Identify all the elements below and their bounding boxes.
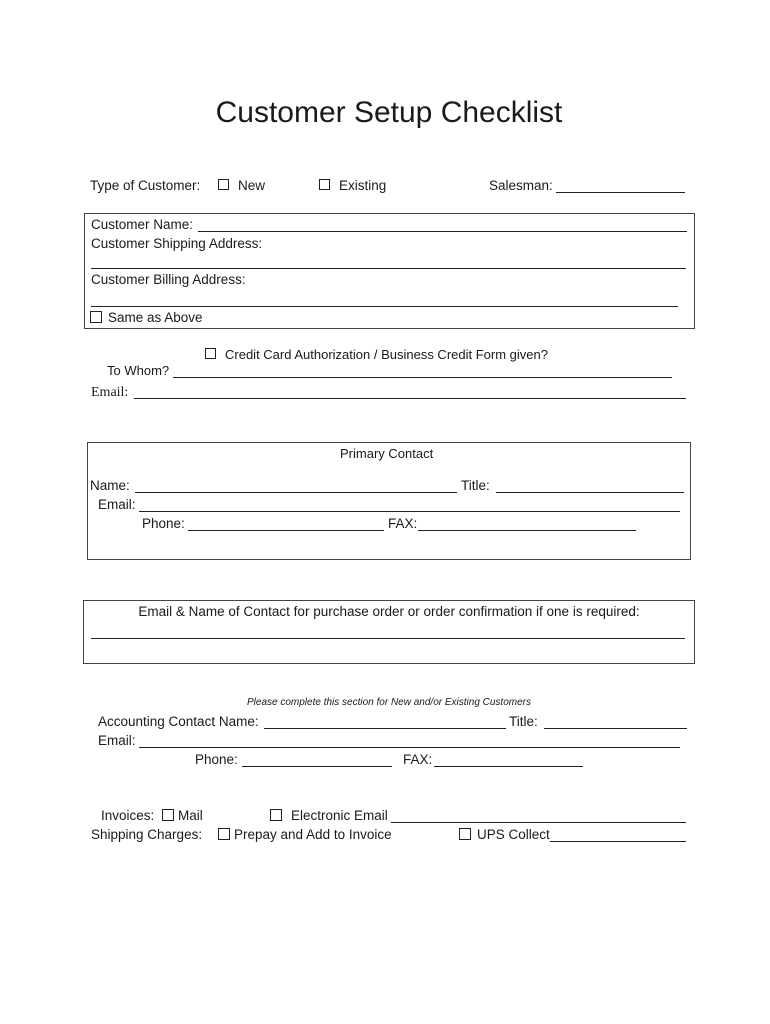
to-whom-label: To Whom? [107,363,170,378]
page-title: Customer Setup Checklist [215,96,563,129]
invoice-electronic-label: Electronic Email [291,808,388,823]
contact-email-field[interactable] [139,511,680,512]
primary-contact-heading: Primary Contact [340,446,434,461]
contact-email-label: Email: [98,497,136,512]
invoice-email-field[interactable] [391,822,686,823]
accounting-phone-field[interactable] [242,766,392,767]
po-contact-label: Email & Name of Contact for purchase order or order confirmation if one is required: [138,604,640,619]
salesman-field[interactable] [556,192,685,193]
billing-address-label: Customer Billing Address: [91,272,246,287]
accounting-contact-field[interactable] [264,728,506,729]
invoice-electronic-checkbox[interactable] [270,809,282,821]
same-as-above-label: Same as Above [108,310,203,325]
salesman-label: Salesman: [489,178,553,193]
contact-fax-label: FAX: [388,516,418,531]
prepay-label: Prepay and Add to Invoice [234,827,392,842]
billing-address-field[interactable] [91,306,678,307]
invoice-mail-label: Mail [178,808,203,823]
invoices-label: Invoices: [101,808,155,823]
contact-fax-field[interactable] [418,530,636,531]
credit-form-checkbox[interactable] [205,348,216,359]
accounting-email-label: Email: [98,733,136,748]
po-contact-field[interactable] [91,638,685,639]
customer-name-field[interactable] [198,231,687,232]
accounting-email-field[interactable] [139,747,680,748]
credit-form-label: Credit Card Authorization / Business Credit Form given? [225,347,548,362]
contact-title-label: Title: [461,478,490,493]
accounting-title-field[interactable] [544,728,687,729]
accounting-fax-field[interactable] [434,766,583,767]
ups-collect-checkbox[interactable] [459,828,471,840]
existing-checkbox[interactable] [319,179,330,190]
shipping-charges-label: Shipping Charges: [91,827,203,842]
ups-account-field[interactable] [550,841,686,842]
contact-phone-label: Phone: [142,516,185,531]
same-as-above-checkbox[interactable] [90,311,102,323]
ups-collect-label: UPS Collect [477,827,550,842]
contact-title-field[interactable] [496,492,684,493]
invoice-mail-checkbox[interactable] [162,809,174,821]
accounting-fax-label: FAX: [403,752,433,767]
customer-type-label: Type of Customer: [90,178,201,193]
accounting-note: Please complete this section for New and/or Existing Customers [246,697,531,708]
contact-name-label: Name: [90,478,130,493]
new-option-label: New [238,178,266,193]
new-checkbox[interactable] [218,179,229,190]
accounting-contact-label: Accounting Contact Name: [98,714,259,729]
shipping-address-field[interactable] [91,268,686,269]
contact-phone-field[interactable] [188,530,384,531]
accounting-phone-label: Phone: [195,752,238,767]
credit-email-field[interactable] [134,398,686,399]
contact-name-field[interactable] [135,492,457,493]
to-whom-field[interactable] [173,377,672,378]
shipping-address-label: Customer Shipping Address: [91,236,263,251]
credit-email-label: Email: [91,385,129,400]
existing-option-label: Existing [339,178,387,193]
customer-name-label: Customer Name: [91,217,194,232]
prepay-checkbox[interactable] [218,828,230,840]
accounting-title-label: Title: [509,714,538,729]
